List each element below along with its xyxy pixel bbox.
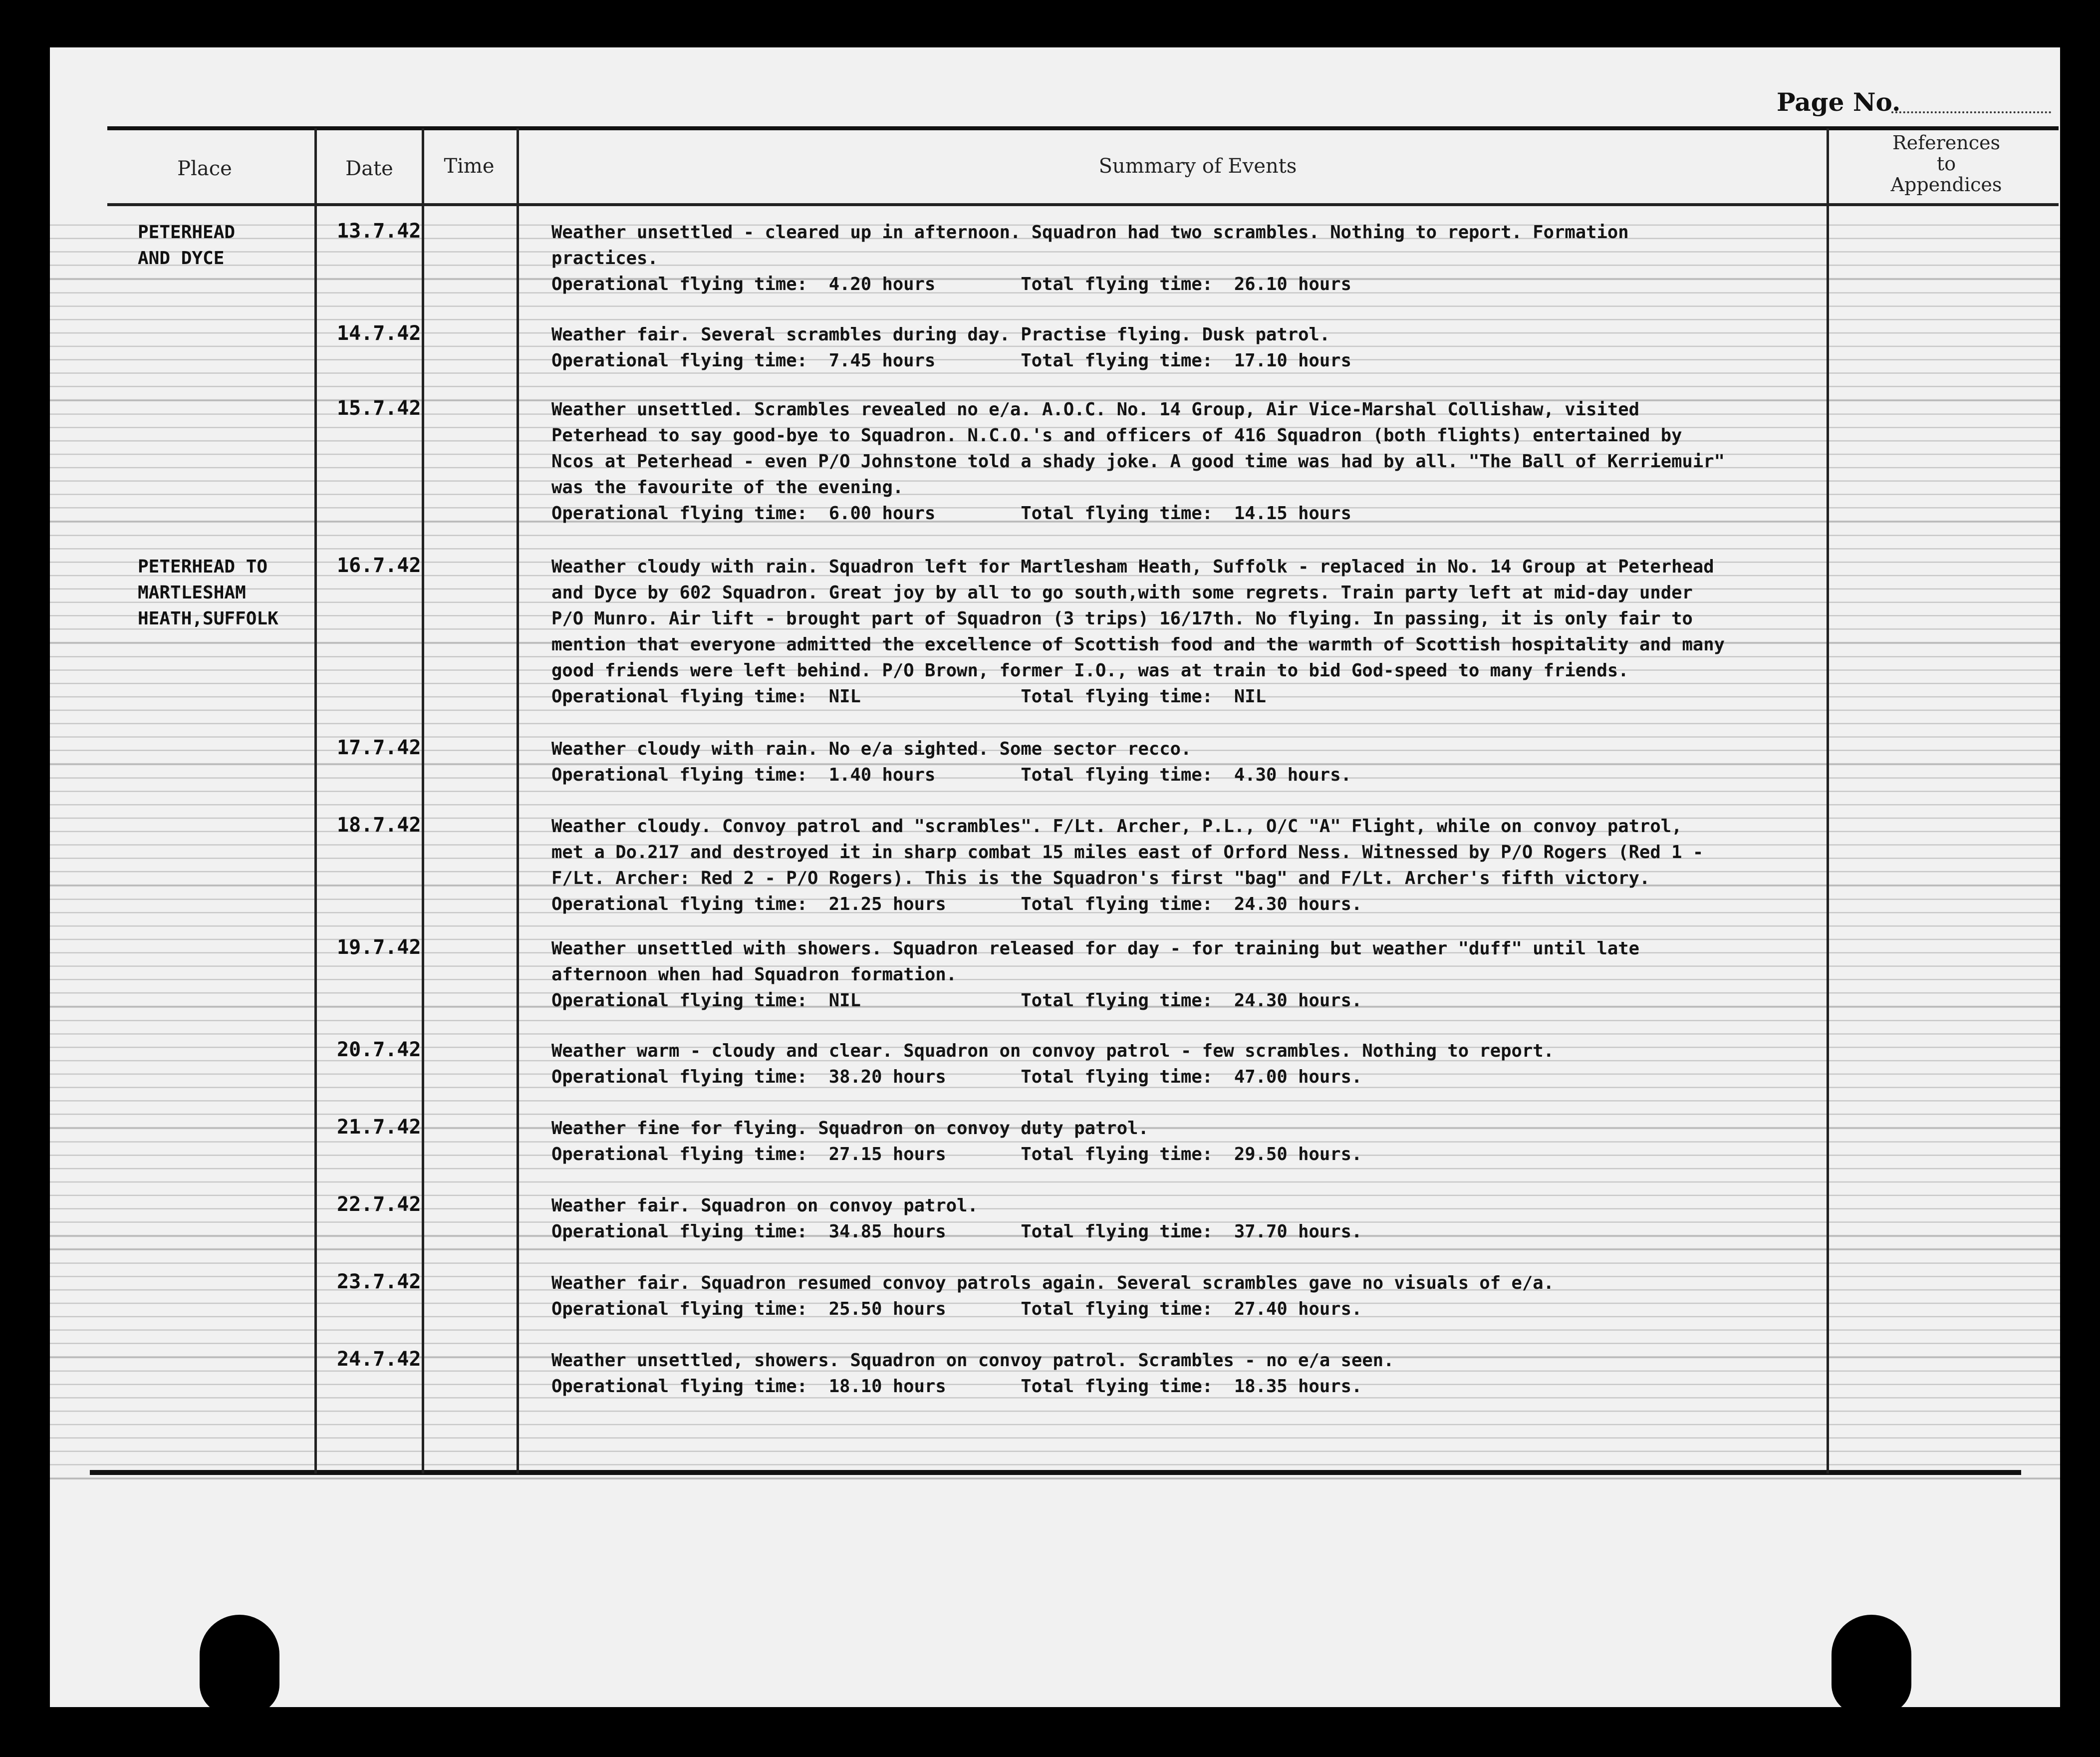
- header-time: Time: [444, 155, 495, 178]
- column-divider-time: [517, 128, 519, 1473]
- footer-area: [50, 1480, 2060, 1707]
- entry-summary: Weather cloudy with rain. No e/a sighted. Some sector recco.: [551, 739, 1192, 759]
- place-peterhead-to-martlesham: PETERHEAD TO MARTLESHAM HEATH,SUFFOLK: [138, 557, 278, 629]
- entry-20-7-42: [551, 1038, 2044, 1090]
- header-date: Date: [345, 157, 393, 180]
- diary-sheet: [50, 47, 2060, 1707]
- entry-22-7-42: [551, 1193, 2044, 1245]
- date-cell: 16.7.42: [337, 554, 421, 577]
- entry-flying-times: Operational flying time: 6.00 hours Total flying time: 14.15 hours: [551, 503, 1351, 524]
- entry-flying-times: Operational flying time: 27.15 hours Total flying time: 29.50 hours.: [551, 1144, 1362, 1165]
- entry-14-7-42: [551, 322, 2044, 374]
- entry-flying-times: Operational flying time: NIL Total flying time: 24.30 hours.: [551, 990, 1362, 1011]
- entry-flying-times: Operational flying time: 7.45 hours Total flying time: 17.10 hours: [551, 350, 1351, 371]
- entry-summary: Weather fair. Squadron resumed convoy patrols again. Several scrambles gave no visuals of e/a.: [551, 1273, 1555, 1293]
- top-rule: [107, 126, 2059, 130]
- date-cell: 15.7.42: [337, 397, 421, 420]
- entry-23-7-42: [551, 1270, 2044, 1322]
- entry-19-7-42: [551, 936, 2044, 1014]
- date-cell: 19.7.42: [337, 936, 421, 959]
- entry-16-7-42: [551, 554, 2044, 710]
- entry-24-7-42: [551, 1348, 2044, 1400]
- entry-15-7-42: [551, 397, 2044, 527]
- entry-flying-times: Operational flying time: 34.85 hours Total flying time: 37.70 hours.: [551, 1221, 1362, 1242]
- entry-summary: Weather warm - cloudy and clear. Squadron on convoy patrol - few scrambles. Nothing to report.: [551, 1041, 1555, 1061]
- date-cell: 23.7.42: [337, 1270, 421, 1293]
- date-cell: 21.7.42: [337, 1116, 421, 1139]
- entry-21-7-42: [551, 1116, 2044, 1168]
- entry-summary: Weather unsettled with showers. Squadron released for day - for training but weather "duff" until late afternoon when had Squadron formation.: [551, 938, 1640, 985]
- entry-17-7-42: [551, 736, 2044, 788]
- bottom-rule: [90, 1470, 2021, 1475]
- header-summary: Summary of Events: [1098, 155, 1297, 178]
- date-cell: 17.7.42: [337, 736, 421, 759]
- entry-flying-times: Operational flying time: NIL Total flying time: NIL: [551, 686, 1266, 707]
- entry-flying-times: Operational flying time: 21.25 hours Total flying time: 24.30 hours.: [551, 894, 1362, 914]
- header-references-line-1: References: [1892, 132, 2001, 154]
- header-place: Place: [177, 157, 232, 180]
- date-cell: 20.7.42: [337, 1038, 421, 1061]
- entry-summary: Weather cloudy. Convoy patrol and "scrambles". F/Lt. Archer, P.L., O/C "A" Flight, while on convoy patrol, met a Do.217 and destroyed it in sharp combat 15 miles east of Orford Ness. Witnessed by P/O Rogers (Red 1 - F/Lt. Archer: Red 2 - P/O Rogers). This is the Squadron's first "bag" and F/Lt. Archer's fifth victory.: [551, 816, 1704, 888]
- date-cell: 14.7.42: [337, 322, 421, 345]
- binder-hole-left-slot: [232, 1670, 247, 1707]
- header-references-line-3: Appendices: [1890, 174, 2002, 196]
- entry-18-7-42: [551, 814, 2044, 917]
- entry-summary: Weather fair. Several scrambles during day. Practise flying. Dusk patrol.: [551, 324, 1330, 345]
- header-references: [1846, 132, 2046, 195]
- entry-summary: Weather unsettled, showers. Squadron on convoy patrol. Scrambles - no e/a seen.: [551, 1350, 1394, 1371]
- column-divider-place: [314, 128, 317, 1473]
- entry-flying-times: Operational flying time: 1.40 hours Total flying time: 4.30 hours.: [551, 765, 1351, 785]
- entry-summary: Weather fair. Squadron on convoy patrol.: [551, 1195, 978, 1216]
- entry-summary: Weather fine for flying. Squadron on convoy duty patrol.: [551, 1118, 1149, 1139]
- header-rule: [107, 203, 2059, 206]
- entry-flying-times: Operational flying time: 4.20 hours Total flying time: 26.10 hours: [551, 274, 1351, 294]
- column-divider-date: [422, 128, 424, 1473]
- entry-summary: Weather cloudy with rain. Squadron left for Martlesham Heath, Suffolk - replaced in No. 14 Group at Peterhead and Dyce by 602 Squadron. Great joy by all to go south,with some regrets. Train party left at mid-day under P/O Munro. Air lift - brought part of Squadron (3 trips) 16/17th. No flying. In passing, it is only fair to mention that everyone admitted the excellence of Scottish food and the warmth of Scottish hospitality and many good friends were left behind. P/O Brown, former I.O., was at train to bid God-speed to many friends.: [551, 557, 1725, 681]
- date-cell: 13.7.42: [337, 220, 421, 243]
- binder-hole-right-slot: [1864, 1670, 1879, 1707]
- date-cell: 18.7.42: [337, 814, 421, 837]
- entry-summary: Weather unsettled. Scrambles revealed no e/a. A.O.C. No. 14 Group, Air Vice-Marshal Collishaw, visited Peterhead to say good-bye to Squadron. N.C.O.'s and officers of 416 Squadron (both flights) entertained by Ncos at Peterhead - even P/O Johnstone told a shady joke. A good time was had by all. "The Ball of Kerriemuir" was the favourite of the evening.: [551, 399, 1725, 498]
- date-cell: 24.7.42: [337, 1348, 421, 1371]
- place-peterhead-dyce: PETERHEAD AND DYCE: [138, 222, 236, 269]
- header-references-line-2: to: [1936, 153, 1956, 175]
- page-number-label: Page No.: [1777, 87, 1901, 117]
- entry-flying-times: Operational flying time: 18.10 hours Total flying time: 18.35 hours.: [551, 1376, 1362, 1397]
- entry-summary: Weather unsettled - cleared up in afternoon. Squadron had two scrambles. Nothing to report. Formation practices.: [551, 222, 1629, 269]
- page-number-blank: [1891, 111, 2051, 113]
- entry-flying-times: Operational flying time: 38.20 hours Total flying time: 47.00 hours.: [551, 1067, 1362, 1087]
- entry-13-7-42: [551, 220, 2044, 297]
- date-cell: 22.7.42: [337, 1193, 421, 1216]
- entry-flying-times: Operational flying time: 25.50 hours Total flying time: 27.40 hours.: [551, 1299, 1362, 1319]
